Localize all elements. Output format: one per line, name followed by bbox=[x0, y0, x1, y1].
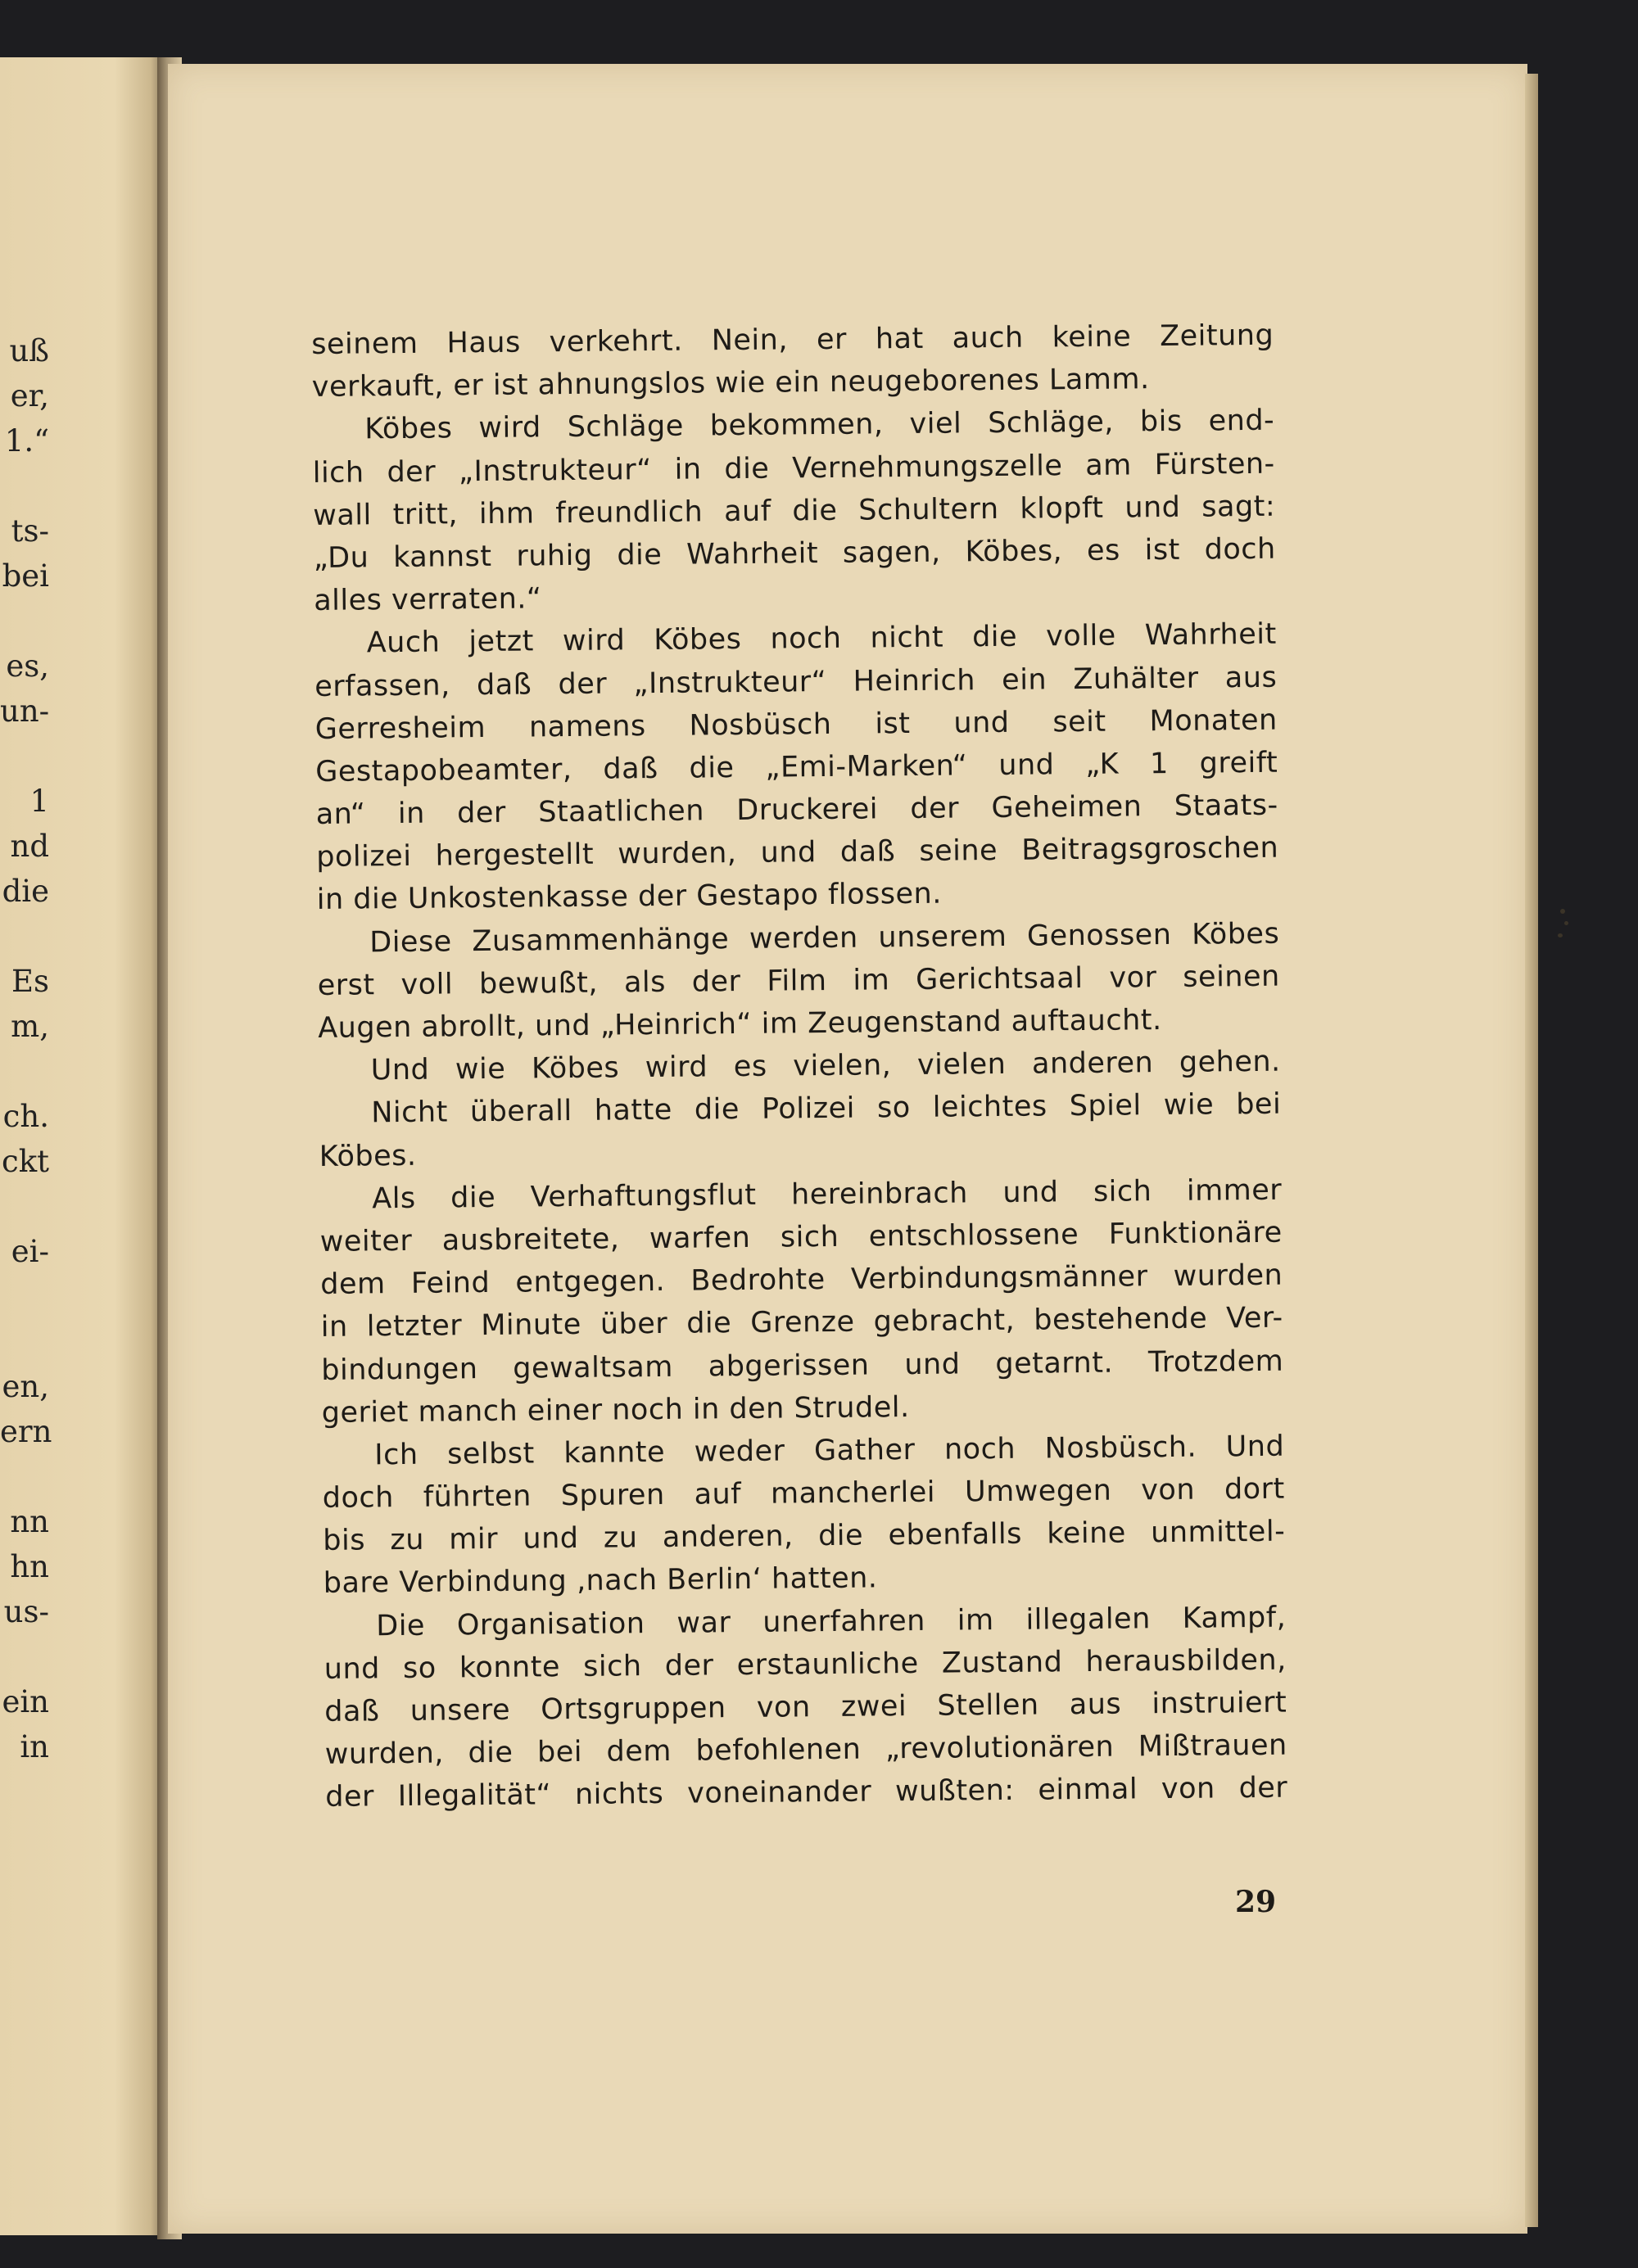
left-page-fragment: ts- bbox=[11, 513, 49, 549]
body-text bbox=[311, 314, 1287, 1819]
text-line: Diese Zusammenhänge werden unserem Genossen Köbes bbox=[369, 917, 1280, 959]
text-line: der Illegalität“ nichts voneinander wußten: einmal von der bbox=[325, 1772, 1288, 1814]
text-line: Die Organisation war unerfahren im illegalen Kampf, bbox=[376, 1601, 1287, 1642]
text-line: an“ in der Staatlichen Druckerei der Geheimen Staats- bbox=[315, 788, 1278, 832]
left-page-fragment: bei bbox=[2, 558, 49, 594]
left-page-fragment: us- bbox=[3, 1594, 49, 1629]
paper-speck bbox=[1564, 921, 1568, 925]
left-page-fragment: ei- bbox=[11, 1234, 49, 1269]
left-page-fragment: 1 bbox=[29, 784, 49, 819]
text-line: erst voll bewußt, als der Film im Gerichtsaal vor seinen bbox=[317, 960, 1280, 1002]
text-line: Augen abrollt, und „Heinrich“ im Zeugenstand auftaucht. bbox=[318, 1004, 1162, 1045]
left-page-fragment: ckt bbox=[1, 1144, 49, 1179]
left-page-fragment: ein bbox=[2, 1684, 49, 1719]
text-line: Köbes. bbox=[319, 1139, 417, 1173]
left-page-fragment: m, bbox=[11, 1009, 49, 1044]
paper-speck bbox=[1560, 909, 1565, 914]
text-line: Als die Verhaftungsflut hereinbrach und sich immer bbox=[372, 1173, 1283, 1216]
left-page-fragment: nn bbox=[10, 1504, 49, 1539]
text-line: Nicht überall hatte die Polizei so leichtes Spiel wie bei bbox=[371, 1088, 1282, 1130]
text-line: erfassen, daß der „Instrukteur“ Heinrich ein Zuhälter aus bbox=[314, 661, 1278, 703]
text-line: lich der „Instrukteur“ in die Vernehmungszelle am Fürsten- bbox=[312, 447, 1275, 490]
left-page-fragment: er, bbox=[10, 378, 49, 413]
text-line: dem Feind entgegen. Bedrohte Verbindungsmänner wurden bbox=[320, 1258, 1283, 1302]
left-page-fragment: 1.“ bbox=[4, 423, 49, 459]
text-line: wurden, die bei dem befohlenen „revolutionären Mißtrauen bbox=[324, 1728, 1287, 1772]
text-line: seinem Haus verkehrt. Nein, er hat auch keine Zeitung bbox=[311, 319, 1274, 361]
text-line: Und wie Köbes wird es vielen, vielen anderen gehen. bbox=[370, 1045, 1281, 1087]
text-line: polizei hergestellt wurden, und daß seine Beitragsgroschen bbox=[316, 831, 1279, 874]
text-line: alles verraten.“ bbox=[314, 582, 542, 618]
left-page-fragment: en, bbox=[2, 1369, 49, 1404]
left-page-fragment: hn bbox=[10, 1549, 49, 1584]
text-line: Gerresheim namens Nosbüsch ist und seit Monaten bbox=[314, 703, 1278, 746]
text-line: „Du kannst ruhig die Wahrheit sagen, Köbes, es ist doch bbox=[313, 532, 1276, 575]
text-line: bis zu mir und zu anderen, die ebenfalls keine unmittel- bbox=[323, 1515, 1286, 1558]
left-page-fragment: Es bbox=[11, 964, 49, 999]
text-line: in die Unkostenkasse der Gestapo flossen. bbox=[316, 878, 943, 917]
left-page-fragment: es, bbox=[6, 648, 49, 684]
text-line: daß unsere Ortsgruppen von zwei Stellen aus instruiert bbox=[324, 1686, 1287, 1728]
left-page-fragment: uß bbox=[9, 333, 49, 368]
left-page-fragment: in bbox=[20, 1729, 49, 1764]
text-line: weiter ausbreitete, warfen sich entschlossene Funktionäre bbox=[319, 1216, 1283, 1258]
text-line: und so konnte sich der erstaunliche Zustand herausbilden, bbox=[324, 1643, 1287, 1686]
left-page-fragment: un- bbox=[0, 694, 50, 729]
text-line: geriet manch einer noch in den Strudel. bbox=[321, 1390, 910, 1430]
text-line: bindungen gewaltsam abgerissen und getarnt. Trotzdem bbox=[321, 1344, 1284, 1387]
page-edge bbox=[1525, 74, 1538, 2227]
text-line: in letzter Minute über die Grenze gebracht, bestehende Ver- bbox=[320, 1301, 1283, 1344]
paper-speck bbox=[1558, 933, 1563, 937]
text-line: doch führten Spuren auf mancherlei Umwegen von dort bbox=[322, 1472, 1285, 1515]
text-line: verkauft, er ist ahnungslos wie ein neugeborenes Lamm. bbox=[311, 363, 1150, 404]
left-page-fragment: nd bbox=[10, 829, 49, 864]
text-line: bare Verbindung ‚nach Berlin‘ hatten. bbox=[323, 1561, 878, 1601]
text-line: wall tritt, ihm freundlich auf die Schultern klopft und sagt: bbox=[313, 490, 1276, 532]
left-page-fragment: ern bbox=[0, 1414, 52, 1449]
text-line: Köbes wird Schläge bekommen, viel Schläge, bis end- bbox=[364, 404, 1275, 446]
left-page bbox=[0, 57, 164, 2235]
text-line: Gestapobeamter, daß die „Emi-Marken“ und „K 1 greift bbox=[315, 746, 1278, 788]
left-page-fragment: die bbox=[2, 874, 49, 909]
text-line: Ich selbst kannte weder Gather noch Nosbüsch. Und bbox=[374, 1430, 1285, 1472]
left-page-fragment: ch. bbox=[2, 1099, 49, 1134]
text-line: Auch jetzt wird Köbes noch nicht die volle Wahrheit bbox=[366, 618, 1277, 660]
page-number: 29 bbox=[1235, 1885, 1277, 1919]
